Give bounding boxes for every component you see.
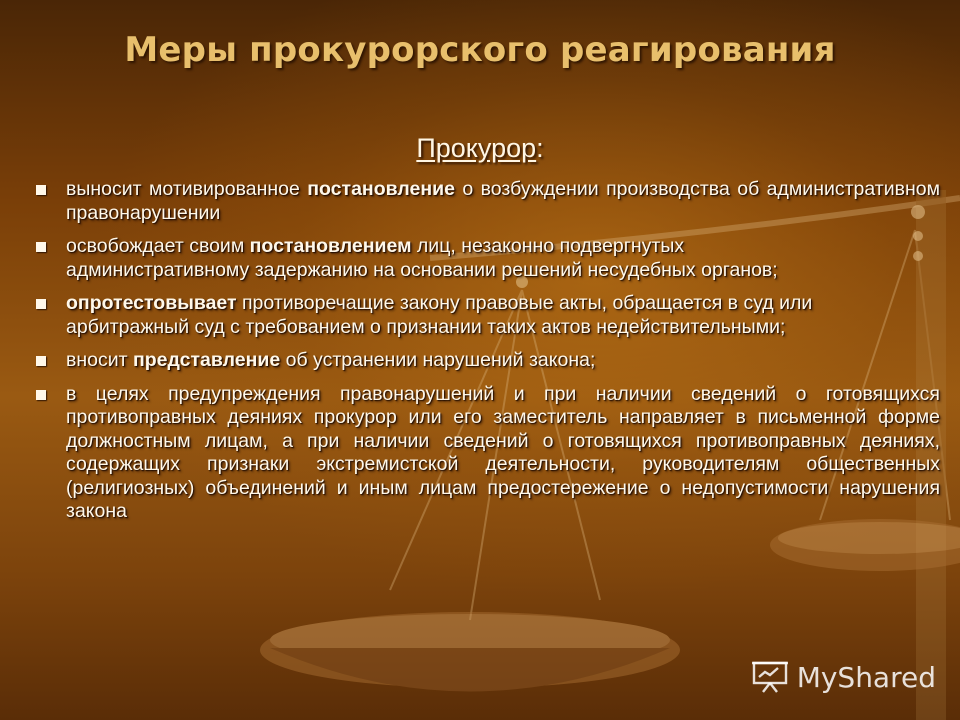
bullet-square-icon [36, 356, 46, 366]
bullet-item [36, 178, 940, 225]
bullet-text: в целях предупреждения правонарушений и при наличии сведений о готовящихся противоправных деяниях прокурор или его заместитель направляет в письменной форме должностным лицам, а при наличии сведений о готовящихся противоправных деяниях, содержащих признаки экстремистской деятельности, руководителям общественных (религиозных) объединений и иным лицам предостережение о недопустимости нарушения закона [66, 382, 940, 522]
bullet-bold-term: представление [132, 349, 281, 371]
bullet-text: противоречащие закону правовые акты, обращается в суд или арбитражный суд с требованием о признании таких актов недействительными; [66, 292, 813, 338]
bullet-item [36, 292, 940, 339]
bullet-bold-term: постановление [307, 178, 455, 200]
bullet-square-icon [36, 299, 46, 309]
bullet-text: о возбуждении производства об административном правонарушении [66, 178, 941, 224]
subtitle-word: Прокурор [416, 133, 537, 163]
bullet-item [36, 235, 940, 282]
bullet-bold-term: постановлением [249, 235, 412, 257]
bullet-text: выносит мотивированное [66, 178, 308, 200]
subtitle [0, 133, 960, 164]
bullet-bold-term: опротестовывает [66, 292, 237, 314]
bullet-text: лиц, незаконно подвергнутых административному задержанию на основании решений несудебных органов; [66, 235, 778, 281]
bullet-text: вносит [66, 349, 133, 371]
bullet-text: об устранении нарушений закона; [280, 349, 596, 371]
bullet-square-icon [36, 242, 46, 252]
watermark-text: MyShared [796, 660, 936, 694]
watermark [751, 660, 936, 694]
subtitle-colon: : [536, 133, 544, 163]
bullet-square-icon [36, 390, 46, 400]
bullet-text: освобождает своим [66, 235, 250, 257]
bullet-item [36, 383, 940, 524]
presentation-board-icon [751, 660, 789, 694]
slide-title: Меры прокурорского реагирования [124, 30, 836, 70]
bullet-square-icon [36, 185, 46, 195]
bullet-item [36, 349, 940, 373]
bullet-list [36, 178, 940, 534]
